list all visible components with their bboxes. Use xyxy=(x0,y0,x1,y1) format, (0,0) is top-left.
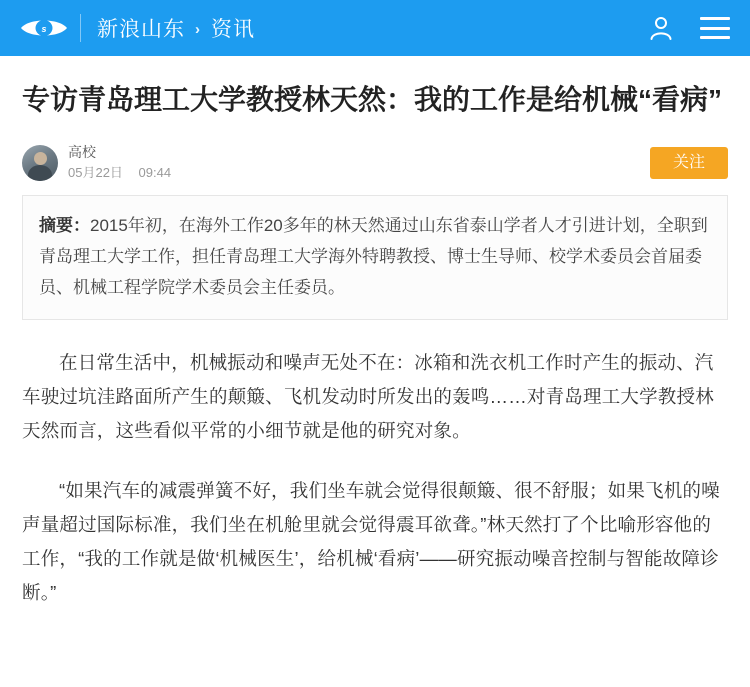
author-name[interactable]: 高校 xyxy=(68,144,96,160)
publish-time: 09:44 xyxy=(138,165,172,180)
chevron-right-icon: › xyxy=(195,20,201,38)
summary-label: 摘要： xyxy=(39,216,90,235)
hamburger-menu-icon[interactable] xyxy=(700,17,730,39)
user-icon[interactable] xyxy=(648,15,674,41)
breadcrumb-item-site[interactable]: 新浪山东 xyxy=(97,18,185,41)
article-meta xyxy=(22,144,728,181)
header-actions xyxy=(648,15,734,41)
avatar[interactable] xyxy=(22,145,58,181)
article-paragraph: “如果汽车的减震弹簧不好，我们坐车就会觉得很颠簸、很不舒服；如果飞机的噪声量超过国际标准，我们坐在机舱里就会觉得震耳欲聋。”林天然打了个比喻形容他的工作，“我的工作就是做‘机械医生’，给机械‘看病’——研究振动噪音控制与智能故障诊断。” xyxy=(22,480,720,603)
site-header xyxy=(0,0,750,56)
header-divider xyxy=(80,14,81,42)
sina-logo[interactable] xyxy=(16,13,72,43)
author-info xyxy=(68,144,171,181)
publish-date: 05月22日 xyxy=(68,165,123,180)
summary-text: 2015年初，在海外工作20多年的林天然通过山东省泰山学者人才引进计划，全职到青岛理工大学工作，担任青岛理工大学海外特聘教授、博士生导师、校学术委员会首届委员、机械工程学院学术委员会主任委员。 xyxy=(39,216,708,297)
follow-button[interactable]: 关注 xyxy=(650,147,728,179)
article-paragraph: 在日常生活中，机械振动和噪声无处不在：冰箱和洗衣机工作时产生的振动、汽车驶过坑洼路面所产生的颠簸、飞机发动时所发出的轰鸣……对青岛理工大学教授林天然而言，这些看似平常的小细节就是他的研究对象。 xyxy=(22,352,714,441)
sina-logo-icon xyxy=(17,15,71,41)
article-container xyxy=(0,56,750,610)
breadcrumb xyxy=(97,13,255,43)
svg-text:s: s xyxy=(41,24,47,34)
page-title: 专访青岛理工大学教授林天然：我的工作是给机械“看病” xyxy=(22,84,723,115)
article-summary xyxy=(22,195,728,320)
publish-datetime xyxy=(68,164,171,181)
breadcrumb-item-category[interactable]: 资讯 xyxy=(211,18,255,41)
